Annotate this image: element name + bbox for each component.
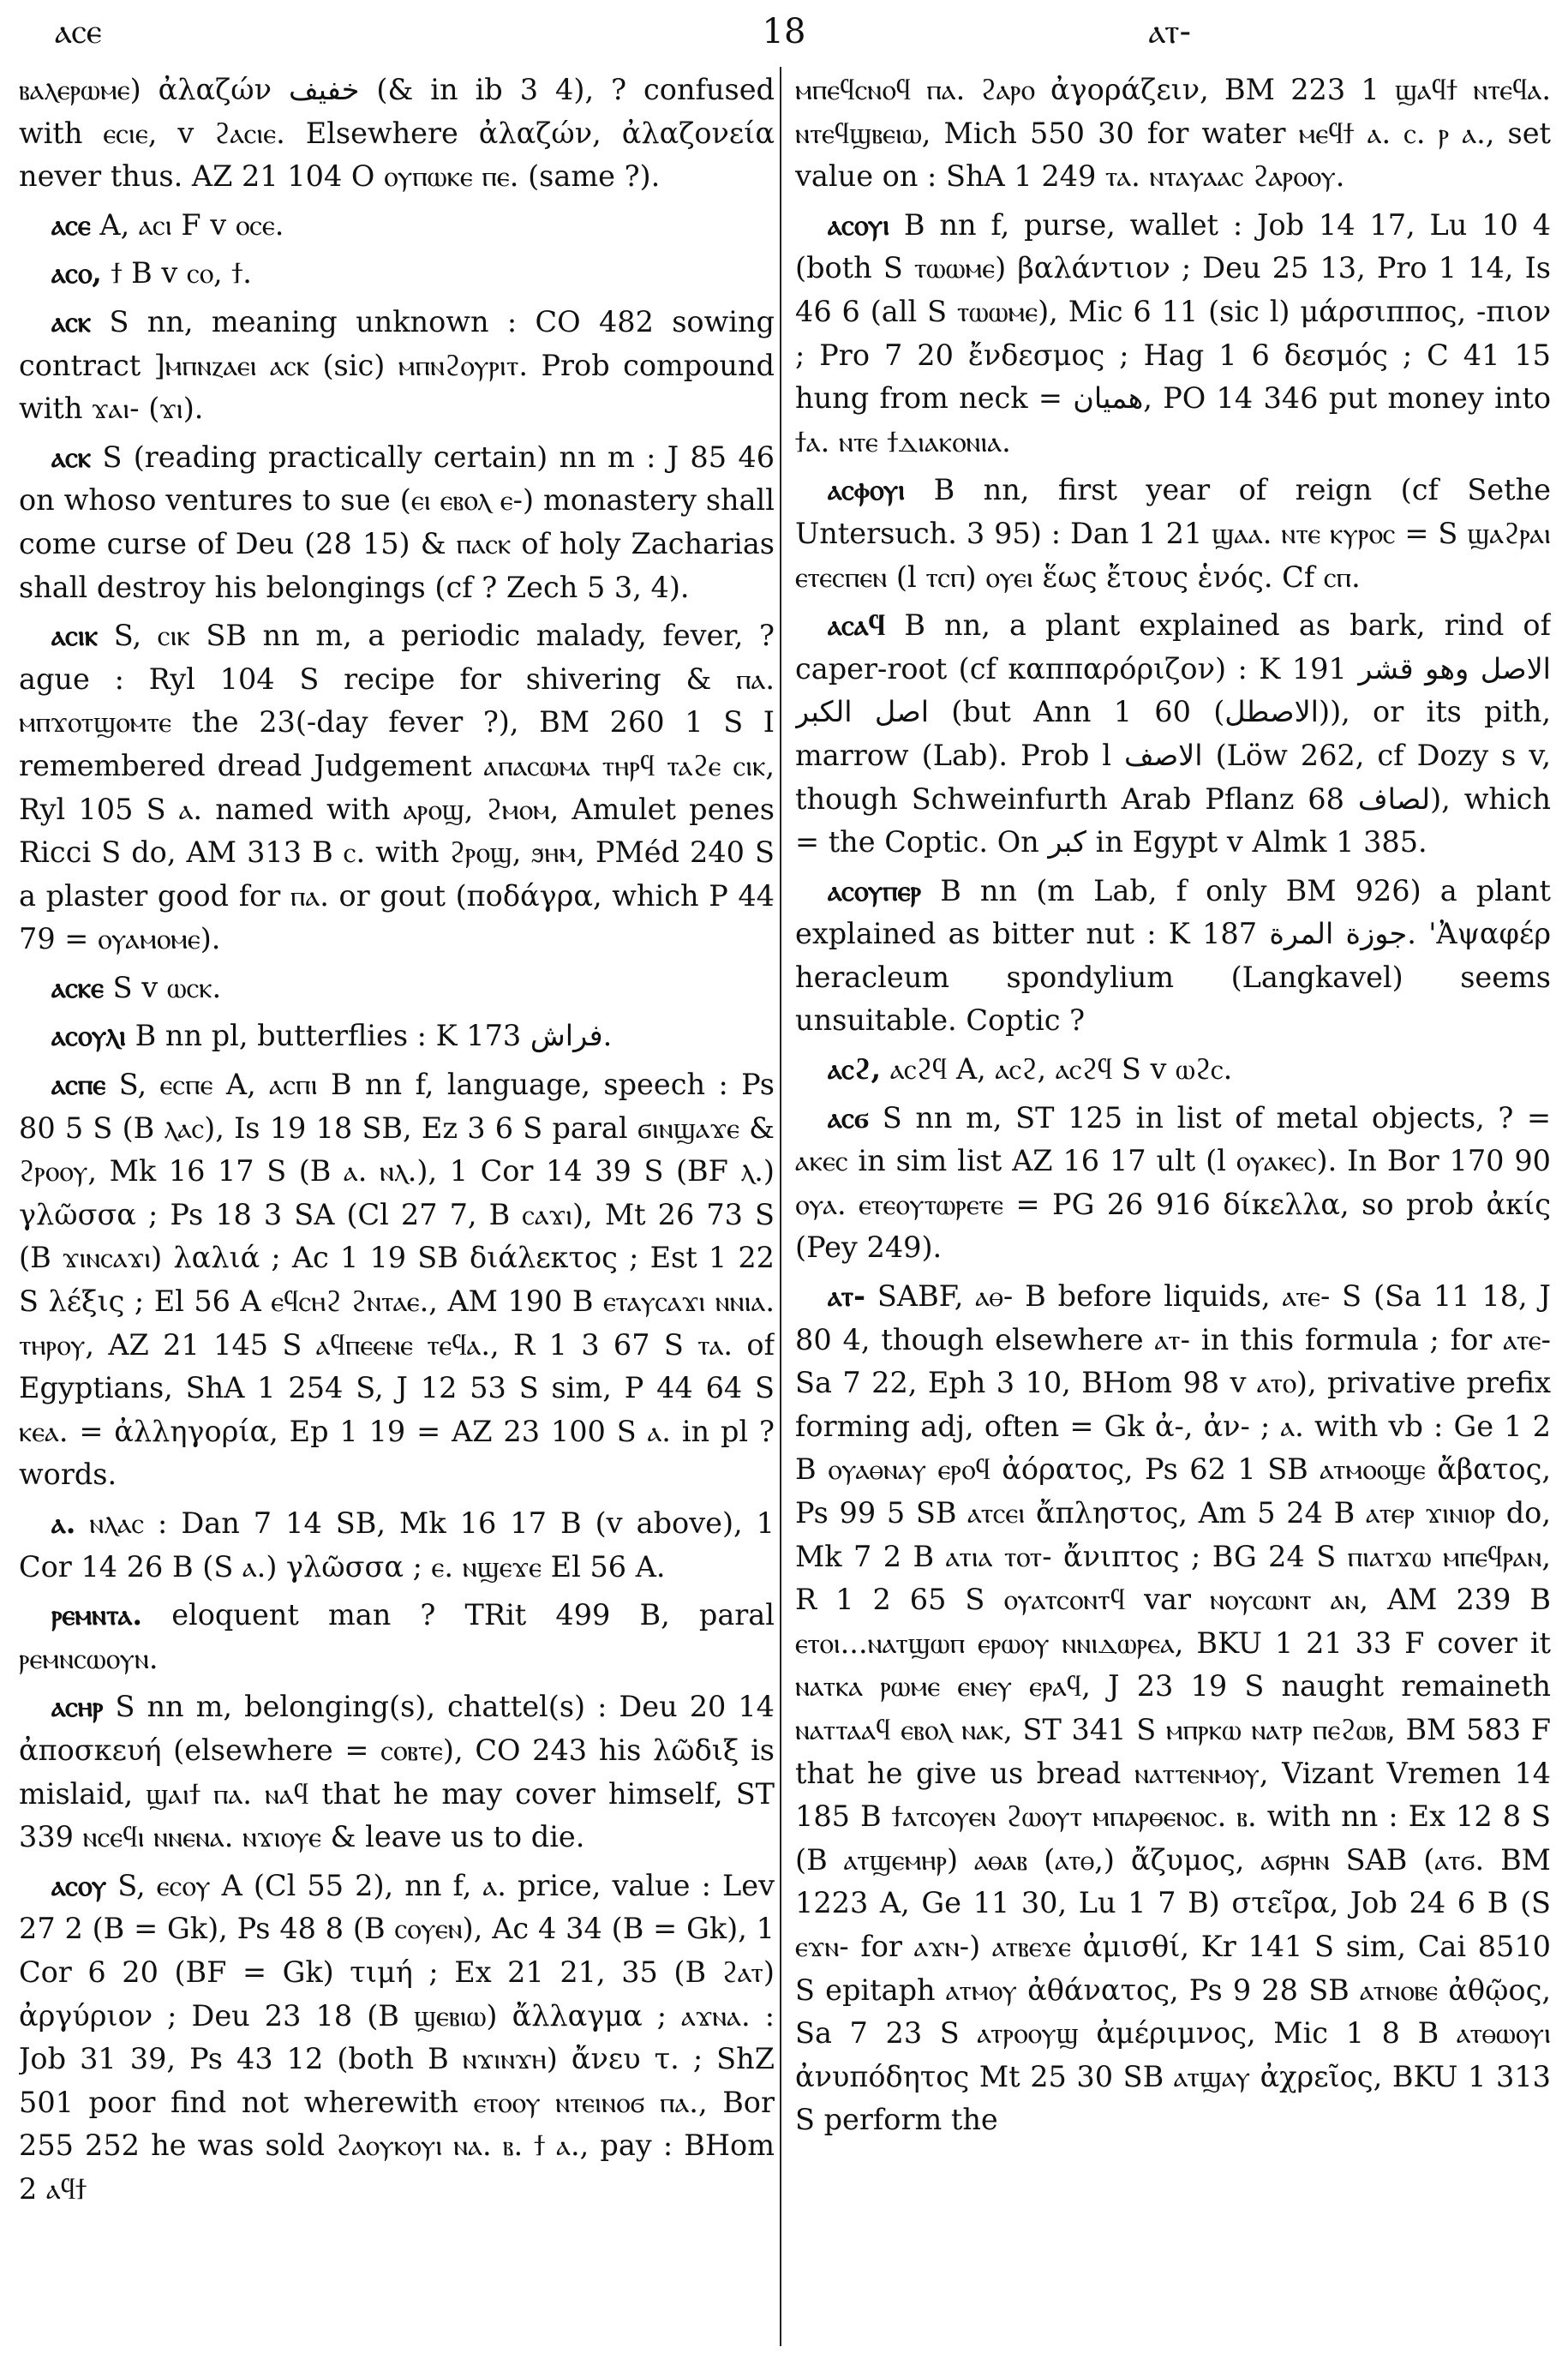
right-column	[795, 69, 1551, 2348]
dictionary-entry	[795, 604, 1551, 865]
entry-text: S, ⲉⲥⲡⲉ A, ⲁⲥⲡⲓ B nn f, language, speech : Ps 80 5 S (B ⲗⲁⲥ), Is 19 18 SB, Ez 3 6 S paral ϭⲓⲛϣⲁϫⲉ & ϩⲣⲟⲟⲩ, Mk 16 17 S (B ⲁ. ⲛⲗ.), 1 Cor 14 39 S (BF ⲗ.) γλῶσσα ; Ps 18 3 SA (Cl 27 7, B ⲥⲁϫⲓ), Mt 26 73 S (B ϫⲓⲛⲥⲁϫⲓ) λαλιά ; Ac 1 19 SB διάλεκτος ; Est 1 22 S λέξις ; El 56 A ⲉϥⲥⲏϩ ϩⲛⲧⲁⲉ., AM 190 B ⲉⲧⲁⲩⲥⲁϫⲓ ⲛⲛⲓⲁ. ⲧⲏⲣⲟⲩ, AZ 21 145 S ⲁϥⲡⲉⲉⲛⲉ ⲧⲉϥⲁ., R 1 3 67 S ⲧⲁ. of Egyptians, ShA 1 254 S, J 12 53 S sim, P 44 64 S ⲕⲉⲁ. = ἀλληγορία, Ep 1 19 = AZ 23 100 S ⲁ. in pl ? words.	[19, 1068, 775, 1492]
dictionary-entry	[795, 870, 1551, 1043]
dictionary-entry	[19, 1015, 775, 1058]
entry-headword: ⲁⲥⲉ	[51, 207, 91, 242]
entry-headword: ⲁⲥⲟⲩⲡⲉⲣ	[828, 873, 922, 907]
page-number: 18	[762, 12, 806, 51]
running-head	[17, 12, 1551, 60]
entry-headword: ⲁⲧ-	[828, 1279, 866, 1314]
entry-headword: ⲁⲥⲟ,	[51, 256, 102, 290]
entry-headword: ⲁⲥϩ,	[828, 1052, 882, 1087]
dictionary-entry	[19, 436, 775, 609]
entry-text: B nn, first year of reign (cf Sethe Untersuch. 3 95) : Dan 1 21 ϣⲁⲁ. ⲛⲧⲉ ⲕⲩⲣⲟⲥ = S ϣⲁϩⲣⲁⲓ ⲉⲧⲉⲥⲡⲉⲛ (l ⲧⲥⲡ) ⲟⲩⲉⲓ ἕως ἔτους ἑνός. Cf ⲥⲡ.	[795, 473, 1551, 594]
entry-text: ⲃⲁⲗⲉⲣⲱⲙⲉ) ἀλαζών خفيف (& in ib 3 4), ? confused with ⲉⲥⲓⲉ, v ϩⲁⲥⲓⲉ. Elsewhere ἀλαζών, ἀλαζονεία never thus. AZ 21 104 O ⲟⲩⲡⲱⲕⲉ ⲡⲉ. (same ?).	[19, 73, 775, 194]
entry-text: S nn, meaning unknown : CO 482 sowing contract ]ⲙⲡⲛⲍⲁⲉⲓ ⲁⲥⲕ (sic) ⲙⲡⲛϩⲟⲩⲣⲓⲧ. Prob compound with ϫⲁⲓ- (ϫⲓ).	[19, 304, 775, 426]
dictionary-entry	[795, 69, 1551, 199]
entry-text: S, ⲉⲥⲟⲩ A (Cl 55 2), nn f, ⲁ. price, value : Lev 27 2 (B = Gk), Ps 48 8 (B ⲥⲟⲩⲉⲛ), Ac 4 34 (B = Gk), 1 Cor 6 20 (BF = Gk) τιμή ; Ex 21 21, 35 (B ϩⲁⲧ) ἀργύριον ; Deu 23 18 (B ϣⲉⲃⲓⲱ) ἄλλαγμα ; ⲁϫⲛⲁ. : Job 31 39, Ps 43 12 (both B ⲛϫⲓⲛϫⲏ) ἄνευ τ. ; ShZ 501 poor find not wherewith ⲉⲧⲟⲟⲩ ⲛⲧⲉⲓⲛⲟϭ ⲡⲁ., Bor 255 252 he was sold ϩⲁⲟⲩⲕⲟⲩⲓ ⲛⲁ. ⲃ. ϯ ⲁ., pay : BHom 2 ⲁϥϯ	[19, 1868, 775, 2206]
dictionary-entry	[19, 1063, 775, 1497]
entry-text: eloquent man ? TRit 499 B, paral ⲣⲉⲙⲛⲥⲱⲟⲩⲛ.	[19, 1598, 775, 1675]
entry-text: S, ⲥⲓⲕ SB nn m, a periodic malady, fever, ? ague : Ryl 104 S recipe for shivering & ⲡⲁ. ⲙⲡϫⲟⲧϣⲟⲙⲧⲉ the 23(-day fever ?), BM 260 1 S I remembered dread Judgement ⲁⲡⲁⲥⲱⲙⲁ ⲧⲏⲣϥ ⲧⲁϩⲉ ⲥⲓⲕ, Ryl 105 S ⲁ. named with ⲁⲣⲟϣ, ϩⲙⲟⲙ, Amulet penes Ricci S do, AM 313 B ⲥ. with ϩⲣⲟϣ, ϧⲏⲙ, PMéd 240 S a plaster good for ⲡⲁ. or gout (ποδάγρα, which P 44 79 = ⲟⲩⲁⲙⲟⲙⲉ).	[19, 619, 775, 956]
entry-headword: ⲁⲥⲫⲟⲩⲓ	[828, 473, 906, 507]
dictionary-entry	[795, 469, 1551, 599]
entry-text: S v ⲱⲥⲕ.	[112, 970, 222, 1004]
left-column	[19, 69, 775, 2348]
entry-text: ⲛⲗⲁⲥ : Dan 7 14 SB, Mk 16 17 B (v above), 1 Cor 14 26 B (S ⲁ.) γλῶσσα ; ⲉ. ⲛϣⲉϫⲉ El 56 A.	[19, 1506, 775, 1584]
entry-headword: ⲁⲥⲟⲩ	[51, 1868, 107, 1902]
entry-headword: ⲁⲥⲏⲣ	[51, 1690, 104, 1724]
entry-text: S nn m, ST 125 in list of metal objects, ? = ⲁⲕⲉⲥ in sim list AZ 16 17 ult (l ⲟⲩⲁⲕⲉⲥ). In Bor 170 90 ⲟⲩⲁ. ⲉⲧⲉⲟⲩⲧⲱⲣⲉⲧⲉ = PG 26 916 δίκελλα, so prob ἀκίς (Pey 249).	[795, 1100, 1551, 1265]
entry-headword: ⲣⲉⲙⲛⲧⲁ.	[51, 1598, 143, 1632]
dictionary-entry	[19, 1685, 775, 1859]
entry-headword: ⲁⲥⲟⲩⲗⲓ	[51, 1019, 126, 1053]
entry-text: ϯ B v ⲥⲟ, ϯ.	[111, 256, 252, 290]
entry-text: ⲁⲥϩϥ A, ⲁⲥϩ, ⲁⲥϩϥ S v ⲱϩⲥ.	[889, 1052, 1233, 1087]
dictionary-entry	[795, 1097, 1551, 1270]
entry-text: B nn f, purse, wallet : Job 14 17, Lu 10 4 (both S ⲧⲱⲱⲙⲉ) βαλάντιον ; Deu 25 13, Pro 1 14, Is 46 6 (all S ⲧⲱⲱⲙⲉ), Mic 6 11 (sic l) μάρσιππος, -πιον ; Pro 7 20 ἔνδεσμος ; Hag 1 6 δεσμός ; C 41 15 hung from neck = هميان, PO 14 346 put money into ϯⲁ. ⲛⲧⲉ ϯⲇⲓⲁⲕⲟⲛⲓⲁ.	[795, 207, 1551, 458]
dictionary-entry	[19, 1594, 775, 1680]
dictionary-entry	[19, 967, 775, 1010]
entry-headword: ⲁⲥⲟⲩⲓ	[828, 207, 890, 242]
entry-text: B nn (m Lab, f only BM 926) a plant explained as bitter nut : K 187 جوزة المرة. 'Ἀψαφέρ heracleum spondylium (Langkavel) seems unsuitable. Coptic ?	[795, 873, 1551, 1038]
entry-text: ⲙⲡⲉϥⲥⲛⲟϥ ⲡⲁ. ϩⲁⲣⲟ ἀγοράζειν, BM 223 1 ϣⲁϥϯ ⲛⲧⲉϥⲁ. ⲛⲧⲉϥϣⲃⲉⲓⲱ, Mich 550 30 for water ⲙⲉϥϯ ⲁ. ⲥ. ⲣ ⲁ., set value on : ShA 1 249 ⲧⲁ. ⲛⲧⲁⲩⲁⲁⲥ ϩⲁⲣⲟⲟⲩ.	[795, 73, 1551, 194]
entry-headword: ⲁⲥⲓⲕ	[51, 619, 99, 653]
column-rule	[780, 67, 781, 2346]
entry-text: S (reading practically certain) nn m : J 85 46 on whoso ventures to sue (ⲉⲓ ⲉⲃⲟⲗ ⲉ-) monastery shall come curse of Deu (28 15) & ⲡⲁⲥⲕ of holy Zacharias shall destroy his belongings (cf ? Zech 5 3, 4).	[19, 440, 775, 604]
entry-headword: ⲁⲥⲕⲉ	[51, 970, 104, 1004]
dictionary-entry	[19, 1502, 775, 1589]
entry-text: A, ⲁⲥⲓ F v ⲟⲥⲉ.	[99, 207, 284, 242]
entry-text: B nn, a plant explained as bark, rind of caper-root (cf καππαρόριζον) : K 191 الاصل وهو قشر اصل الكبر (but Ann 1 60 (الاصطل)), or its pith, marrow (Lab). Prob l الاصف (Löw 262, cf Dozy s v, though Schweinfurth Arab Pflanz 68 لصاف), which = the Coptic. On كبر in Egypt v Almk 1 385.	[795, 608, 1551, 859]
dictionary-entry	[19, 301, 775, 431]
dictionary-entry	[19, 69, 775, 199]
dictionary-entry	[19, 1865, 775, 2212]
entry-text: SABF, ⲁⲑ- B before liquids, ⲁⲧⲉ- S (Sa 11 18, J 80 4, though elsewhere ⲁⲧ- in this formula ; for ⲁⲧⲉ- Sa 7 22, Eph 3 10, BHom 98 v ⲁⲧⲟ), privative prefix forming adj, often = Gk ἀ-, ἀν- ; ⲁ. with vb : Ge 1 2 B ⲟⲩⲁⲑⲛⲁⲩ ⲉⲣⲟϥ ἀόρατος, Ps 62 1 SB ⲁⲧⲙⲟⲟϣⲉ ἄβατος, Ps 99 5 SB ⲁⲧⲥⲉⲓ ἄπληστος, Am 5 24 B ⲁⲧⲉⲣ ϫⲓⲛⲓⲟⲣ do, Mk 7 2 B ⲁⲧⲓⲁ ⲧⲟⲧ- ἄνιπτος ; BG 24 S ⲡⲓⲁⲧϫⲱ ⲙⲡⲉϥⲣⲁⲛ, R 1 2 65 S ⲟⲩⲁⲧⲥⲟⲛⲧϥ var ⲛⲟⲩⲥⲱⲛⲧ ⲁⲛ, AM 239 B ⲉⲧⲟⲓ...ⲛⲁⲧϣⲱⲡ ⲉⲣⲱⲟⲩ ⲛⲛⲓⲇⲱⲣⲉⲁ, BKU 1 21 33 F cover it ⲛⲁⲧⲕⲁ ⲣⲱⲙⲉ ⲉⲛⲉⲩ ⲉⲣⲁϥ, J 23 19 S naught remaineth ⲛⲁⲧⲧⲁⲁϥ ⲉⲃⲟⲗ ⲛⲁⲕ, ST 341 S ⲙⲡⲣⲕⲱ ⲛⲁⲧⲣ ⲡⲉϩⲱⲃ, BM 583 F that he give us bread ⲛⲁⲧⲧⲉⲛⲙⲟⲩ, Vizant Vremen 14 185 B ϯⲁⲧⲥⲟⲩⲉⲛ ϩⲱⲟⲩⲧ ⲙⲡⲁⲣⲑⲉⲛⲟⲥ. ⲃ. with nn : Ex 12 8 S (B ⲁⲧϣⲉⲙⲏⲣ) ⲁⲑⲁⲃ (ⲁⲧⲑ,) ἄζυμος, ⲁϭⲣⲏⲛ SAB (ⲁⲧϭ. BM 1223 A, Ge 11 30, Lu 1 7 B) στεῖρα, Job 24 6 B (S ⲉϫⲛ- for ⲁϫⲛ-) ⲁⲧⲃⲉϫⲉ ἀμισθί, Kr 141 S sim, Cai 8510 S epitaph ⲁⲧⲙⲟⲩ ἀθάνατος, Ps 9 28 SB ⲁⲧⲛⲟⲃⲉ ἀθῷος, Sa 7 23 S ⲁⲧⲣⲟⲟⲩϣ ἀμέριμνος, Mic 1 8 B ⲁⲧⲑⲱⲟⲩⲓ ἀνυπόδητος Mt 25 30 SB ⲁⲧϣⲁⲩ ἀχρεῖος, BKU 1 313 S perform the	[795, 1279, 1551, 2137]
dictionary-entry	[795, 1275, 1551, 2142]
running-head-left: ⲁⲥⲉ	[55, 12, 102, 51]
entry-headword: ⲁ.	[51, 1506, 76, 1540]
entry-text: S nn m, belonging(s), chattel(s) : Deu 20 14 ἀποσκευή (elsewhere = ⲥⲟⲃⲧⲉ), CO 243 his λῶδιξ is mislaid, ϣⲁⲓϯ ⲡⲁ. ⲛⲁϥ that he may cover himself, ST 339 ⲛⲥⲉϥⲓ ⲛⲛⲉⲛⲁ. ⲛϫⲓⲟⲩⲉ & leave us to die.	[19, 1690, 775, 1854]
dictionary-entry	[19, 204, 775, 248]
entry-headword: ⲁⲥⲕ	[51, 440, 92, 474]
entry-headword: ⲁⲥϭ	[828, 1100, 870, 1135]
entry-headword: ⲁⲥⲡⲉ	[51, 1068, 106, 1102]
running-head-right: ⲁⲧ-	[1148, 12, 1191, 51]
dictionary-entry	[19, 252, 775, 296]
dictionary-entry	[795, 1048, 1551, 1092]
entry-text: B nn pl, butterflies : K 173 فراش.	[135, 1019, 613, 1053]
entry-headword: ⲁⲥⲕ	[51, 304, 92, 338]
dictionary-entry	[795, 204, 1551, 464]
dictionary-entry	[19, 614, 775, 961]
entry-headword: ⲁⲥⲁϥ	[828, 608, 886, 643]
